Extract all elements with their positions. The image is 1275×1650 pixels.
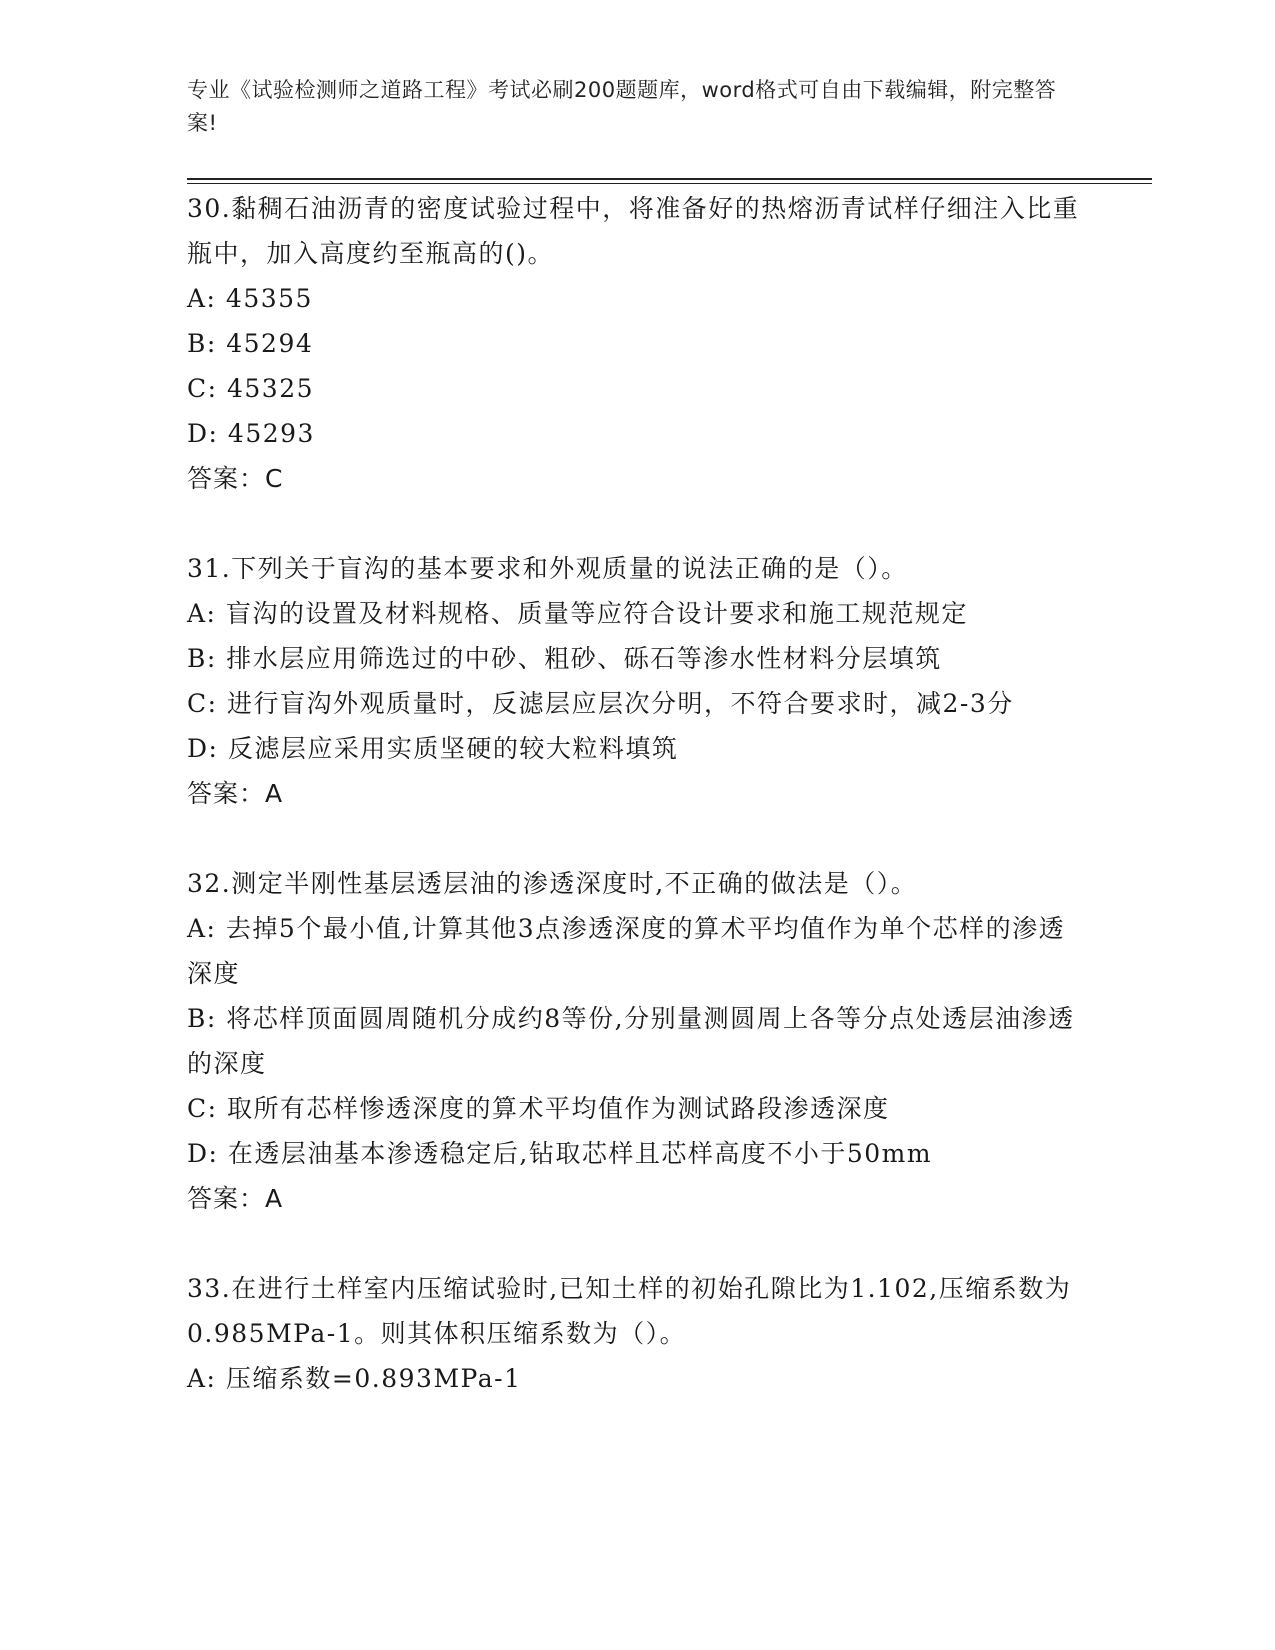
option-c: C: 45325: [187, 374, 315, 403]
option-a: A: 45355: [187, 284, 313, 313]
option-c: C: 取所有芯样惨透深度的算术平均值作为测试路段渗透深度: [187, 1094, 890, 1123]
question-item: [187, 861, 1087, 1221]
document-header: 专业《试验检测师之道路工程》考试必刷200题题库，word格式可自由下载编辑，附完整答案!: [187, 78, 1057, 135]
question-list: [187, 186, 1087, 1446]
header-divider-thick: [187, 178, 1152, 180]
question-stem: 30.黏稠石油沥青的密度试验过程中，将准备好的热熔沥青试样仔细注入比重瓶中，加入高度约至瓶高的()。: [187, 194, 1080, 268]
option-c: C: 进行盲沟外观质量时，反滤层应层次分明，不符合要求时，减2-3分: [187, 689, 1014, 718]
option-d: D: 在透层油基本渗透稳定后,钻取芯样且芯样高度不小于50mm: [187, 1139, 933, 1168]
question-item: [187, 1266, 1087, 1401]
answer-label: 答案：A: [187, 779, 284, 808]
answer-label: 答案：C: [187, 464, 284, 493]
option-b: B: 45294: [187, 329, 314, 358]
question-item: [187, 546, 1087, 816]
option-d: D: 45293: [187, 419, 315, 448]
option-a: A: 盲沟的设置及材料规格、质量等应符合设计要求和施工规范规定: [187, 599, 968, 628]
option-a: A: 压缩系数=0.893MPa-1: [187, 1364, 522, 1393]
option-d: D: 反滤层应采用实质坚硬的较大粒料填筑: [187, 734, 679, 763]
option-b: B: 将芯样顶面圆周随机分成约8等份,分别量测圆周上各等分点处透层油渗透的深度: [187, 1004, 1075, 1078]
question-stem: 33.在进行土样室内压缩试验时,已知土样的初始孔隙比为1.102,压缩系数为0.985MPa-1。则其体积压缩系数为（）。: [187, 1274, 1072, 1348]
answer-label: 答案：A: [187, 1184, 284, 1213]
question-item: [187, 186, 1087, 501]
question-stem: 31.下列关于盲沟的基本要求和外观质量的说法正确的是（）。: [187, 554, 908, 583]
option-a: A: 去掉5个最小值,计算其他3点渗透深度的算术平均值作为单个芯样的渗透深度: [187, 914, 1066, 988]
question-stem: 32.测定半刚性基层透层油的渗透深度时,不正确的做法是（）。: [187, 869, 918, 898]
option-b: B: 排水层应用筛选过的中砂、粗砂、砾石等渗水性材料分层填筑: [187, 644, 942, 673]
header-divider-thin: [187, 183, 1152, 184]
